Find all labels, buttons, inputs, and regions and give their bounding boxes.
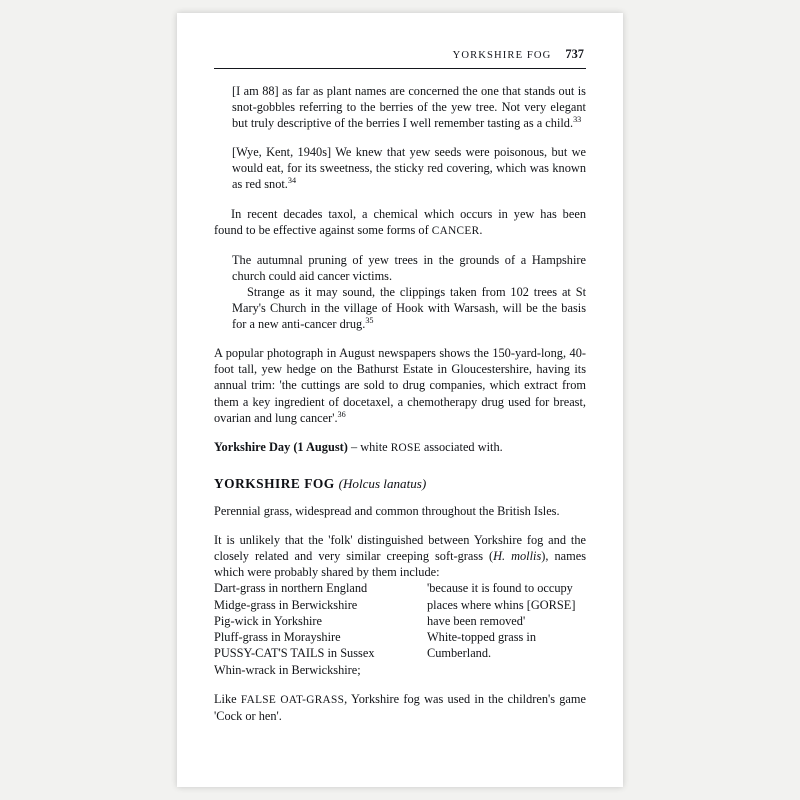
entry-heading-yorkshire-fog xyxy=(214,476,586,492)
paragraph-bathurst-hedge xyxy=(214,345,586,425)
footnote-marker: 33 xyxy=(573,115,582,125)
paragraph-text: Perennial grass, widespread and common throughout the British Isles. xyxy=(214,503,560,518)
list-item: Pig-wick in Yorkshire xyxy=(214,613,323,628)
blockquote-text: Strange as it may sound, the clippings taken from 102 trees at St Mary's Church in the village of Hook with Warsash, will be the basis for a new anti-cancer drug. xyxy=(232,284,586,332)
entry-heading-binomial: (Holcus lanatus) xyxy=(338,475,427,491)
blockquote-text: [Wye, Kent, 1940s] We knew that yew seeds were poisonous, but we would eat, for its sweetness, the sticky red covering, which was known as red snot. xyxy=(232,145,586,192)
running-head-title: YORKSHIRE FOG xyxy=(452,50,552,61)
paragraph-perennial xyxy=(214,503,586,519)
paragraph-text: A popular photograph in August newspapers shows the 150-yard-long, 40-foot tall, yew hedge on the Bathurst Estate in Gloucestershire, having its annual trim: 'the cuttings are sold to drug companies, which extract from them a key ingredient of docetaxel, a chemotherapy drug used for breast, ovarian and lung cancer'. xyxy=(214,346,586,425)
header-rule xyxy=(214,68,586,69)
blockquote-wye-kent xyxy=(214,144,586,192)
running-head xyxy=(214,47,586,62)
paragraph-text: In recent decades taxol, a chemical which occurs in yew has been found to be effective against some forms of xyxy=(214,206,586,237)
keyword-false-oat-grass: FALSE OAT-GRASS xyxy=(240,694,345,707)
keyword-rose: ROSE xyxy=(390,441,421,454)
spacer xyxy=(214,519,586,532)
blockquote-text: [I am 88] as far as plant names are concerned the one that stands out is snot-gobbles referring to the berries of the yew tree. Not very elegant but truly descriptive of the berries I well remember tasting as a child. xyxy=(232,84,586,131)
list-item: Dart-grass in northern England xyxy=(214,581,368,596)
spacer xyxy=(214,239,586,252)
list-item: have been removed' xyxy=(427,613,526,628)
blockquote-hampshire-line1 xyxy=(214,252,586,284)
book-page xyxy=(177,13,623,787)
paragraph-folk-names-intro xyxy=(214,532,586,580)
paragraph-text: Like xyxy=(214,692,241,707)
spacer xyxy=(214,456,586,476)
paragraph-text-end: . xyxy=(479,222,483,237)
page-number: 737 xyxy=(565,47,584,61)
yorkshire-day-text: – white xyxy=(347,439,391,454)
paragraph-text: It is unlikely that the 'folk' distinguished between Yorkshire fog and the closely related and very similar creeping soft-grass ( xyxy=(214,532,586,564)
folk-names-right-column xyxy=(427,580,586,678)
spacer xyxy=(214,678,586,691)
folk-names-left-column xyxy=(214,580,427,678)
list-item: Midge-grass in Berwickshire xyxy=(214,597,358,612)
paragraph-text-end: ), names which were probably shared by them include: xyxy=(214,549,587,580)
paragraph-taxol xyxy=(214,206,586,239)
footnote-marker: 35 xyxy=(365,316,374,326)
blockquote-informant-88 xyxy=(214,83,586,131)
blockquote-hampshire-line2 xyxy=(214,284,586,332)
binomial-h-mollis: H. mollis xyxy=(493,549,542,564)
page-body xyxy=(214,83,586,724)
spacer xyxy=(214,131,586,144)
folk-names-columns xyxy=(214,580,586,678)
spacer xyxy=(214,332,586,345)
list-item: places where whins [GORSE] xyxy=(427,597,576,612)
list-item: White-topped grass in xyxy=(427,630,537,645)
yorkshire-day-text-end: associated with. xyxy=(420,439,503,454)
entry-heading-name: YORKSHIRE FOG xyxy=(214,475,335,491)
keyword-cancer: CANCER xyxy=(431,224,480,237)
list-item: Pluff-grass in Morayshire xyxy=(214,630,341,645)
list-item: PUSSY-CAT'S TAILS in Sussex xyxy=(214,646,375,661)
list-item: Whin-wrack in Berwickshire; xyxy=(214,662,361,677)
yorkshire-day-label: Yorkshire Day (1 August) xyxy=(214,439,348,454)
spacer xyxy=(214,426,586,439)
list-item: 'because it is found to occupy xyxy=(427,581,573,596)
footnote-marker: 34 xyxy=(287,176,297,186)
book-page-sheet xyxy=(177,13,623,787)
list-item: Cumberland. xyxy=(427,646,492,661)
paragraph-text-end: , Yorkshire fog was used in the children's game 'Cock or hen'. xyxy=(214,692,586,724)
spacer xyxy=(214,193,586,206)
paragraph-yorkshire-day xyxy=(214,439,586,456)
spacer xyxy=(214,492,586,503)
footnote-marker: 36 xyxy=(337,409,346,419)
blockquote-text: The autumnal pruning of yew trees in the grounds of a Hampshire church could aid cancer victims. xyxy=(232,252,586,283)
paragraph-false-oat-grass xyxy=(214,691,586,724)
